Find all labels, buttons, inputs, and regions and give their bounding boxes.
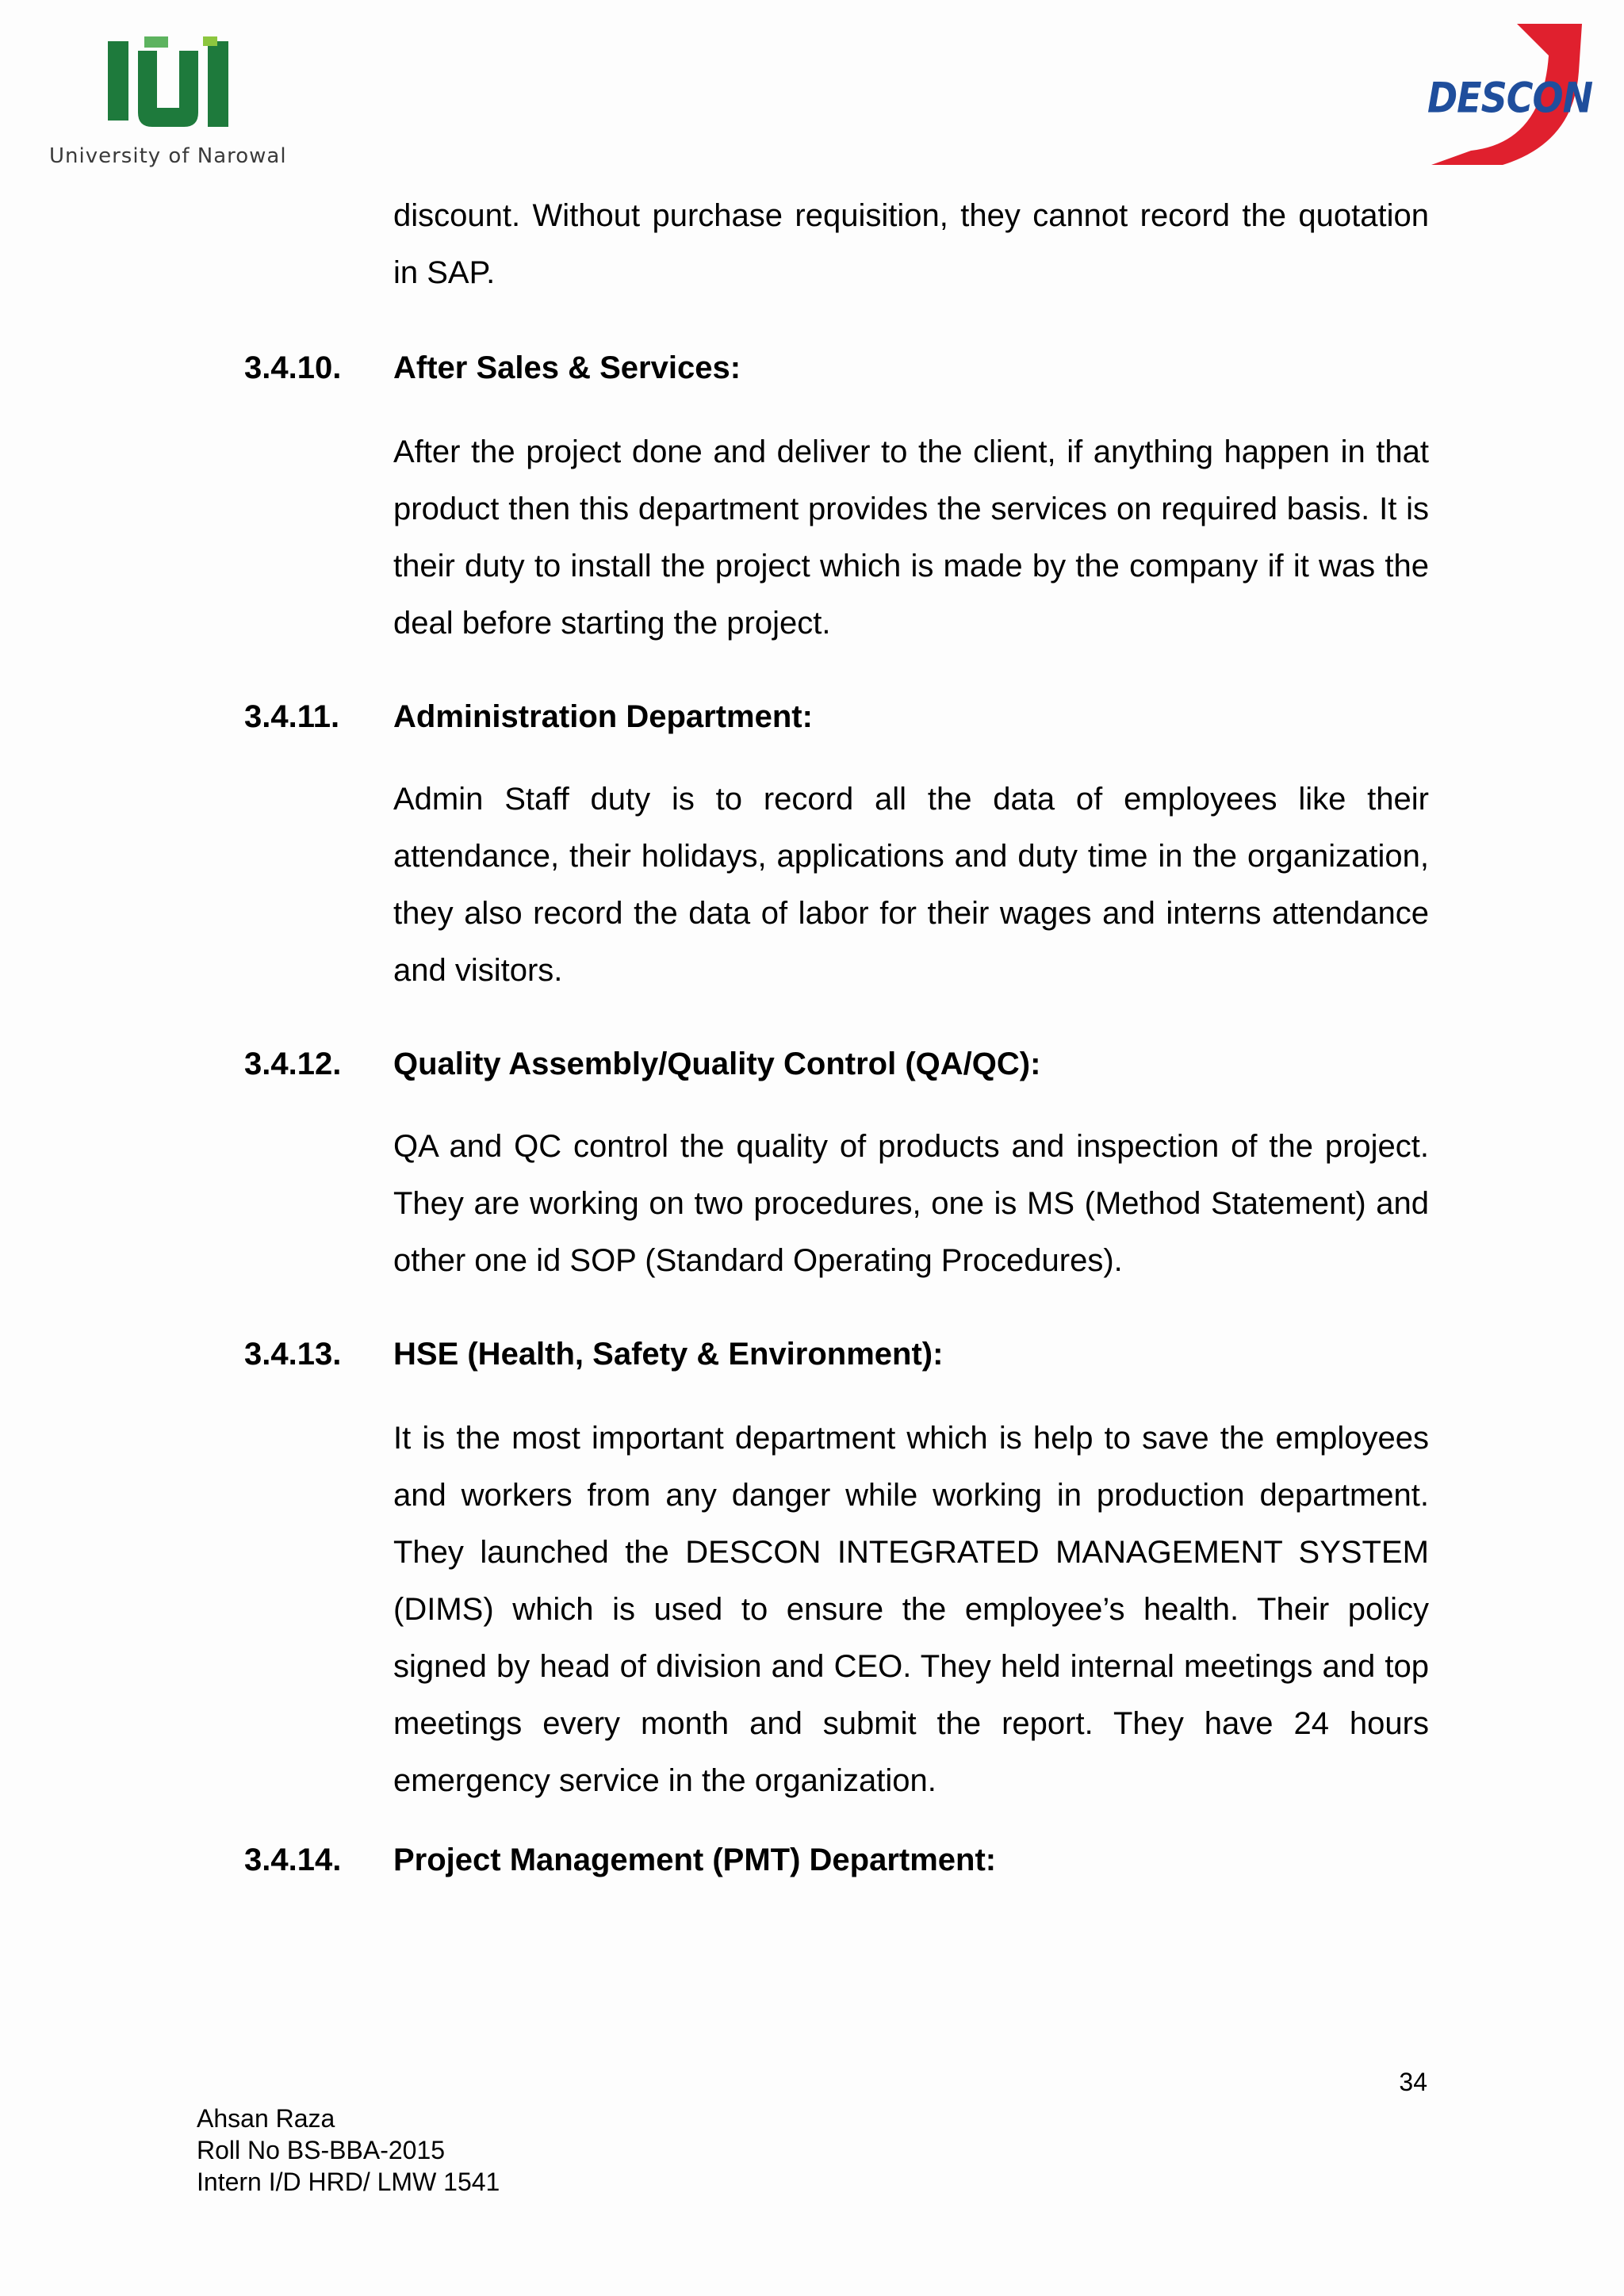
footer-roll-number: Roll No BS-BBA-2015: [197, 2136, 446, 2164]
section-number: 3.4.12.: [244, 1047, 342, 1081]
university-logo-mark-icon: [97, 33, 255, 136]
section-title: Administration Department:: [393, 699, 813, 734]
university-logo: [49, 33, 311, 176]
section-heading: [244, 1841, 996, 1879]
section-paragraph: After the project done and deliver to the client, if anything happen in that product then this department provides the services on required basis. It is their duty to install the project which is made by the company if it was the deal before starting the project.: [393, 434, 1429, 641]
section-number: 3.4.11.: [244, 699, 340, 734]
section-number: 3.4.13.: [244, 1337, 342, 1372]
footer: [197, 2103, 500, 2198]
section-heading: [244, 349, 741, 387]
intro-paragraph: discount. Without purchase requisition, they cannot record the quotation in SAP.: [393, 198, 1429, 290]
section-paragraph: Admin Staff duty is to record all the data of employees like their attendance, their holidays, applications and duty time in the organization, they also record the data of labor for their wages and interns attendance and visitors.: [393, 782, 1429, 988]
footer-intern-id: Intern I/D HRD/ LMW 1541: [197, 2168, 500, 2196]
section-title: Project Management (PMT) Department:: [393, 1843, 997, 1877]
section-heading: [244, 1045, 1040, 1083]
section-title: Quality Assembly/Quality Control (QA/QC):: [393, 1047, 1041, 1081]
company-logo: [1423, 24, 1593, 170]
section-number: 3.4.10.: [244, 350, 342, 385]
page-number: 34: [1399, 2068, 1427, 2096]
section-title: HSE (Health, Safety & Environment):: [393, 1337, 944, 1372]
section-number: 3.4.14.: [244, 1843, 342, 1877]
section-heading: [244, 1335, 943, 1373]
footer-author-name: Ahsan Raza: [197, 2104, 335, 2133]
section-paragraph: QA and QC control the quality of products and inspection of the project. They are working on two procedures, one is MS (Method Statement) and other one id SOP (Standard Operating Procedures).: [393, 1129, 1429, 1278]
section-paragraph: It is the most important department which is help to save the employees and workers from any danger while working in production department. They launched the DESCON INTEGRATED MANAGEMENT SYSTEM (DIMS) which is used to ensure the employee’s health. Their policy signed by head of division and CEO. They held internal meetings and top meetings every month and submit the report. They have 24 hours emergency service in the organization.: [393, 1421, 1429, 1798]
section-title: After Sales & Services:: [393, 350, 741, 385]
descon-wordmark: DESCON: [1427, 73, 1593, 123]
university-logo-text: University of Narowal: [49, 144, 287, 168]
section-heading: [244, 698, 813, 736]
